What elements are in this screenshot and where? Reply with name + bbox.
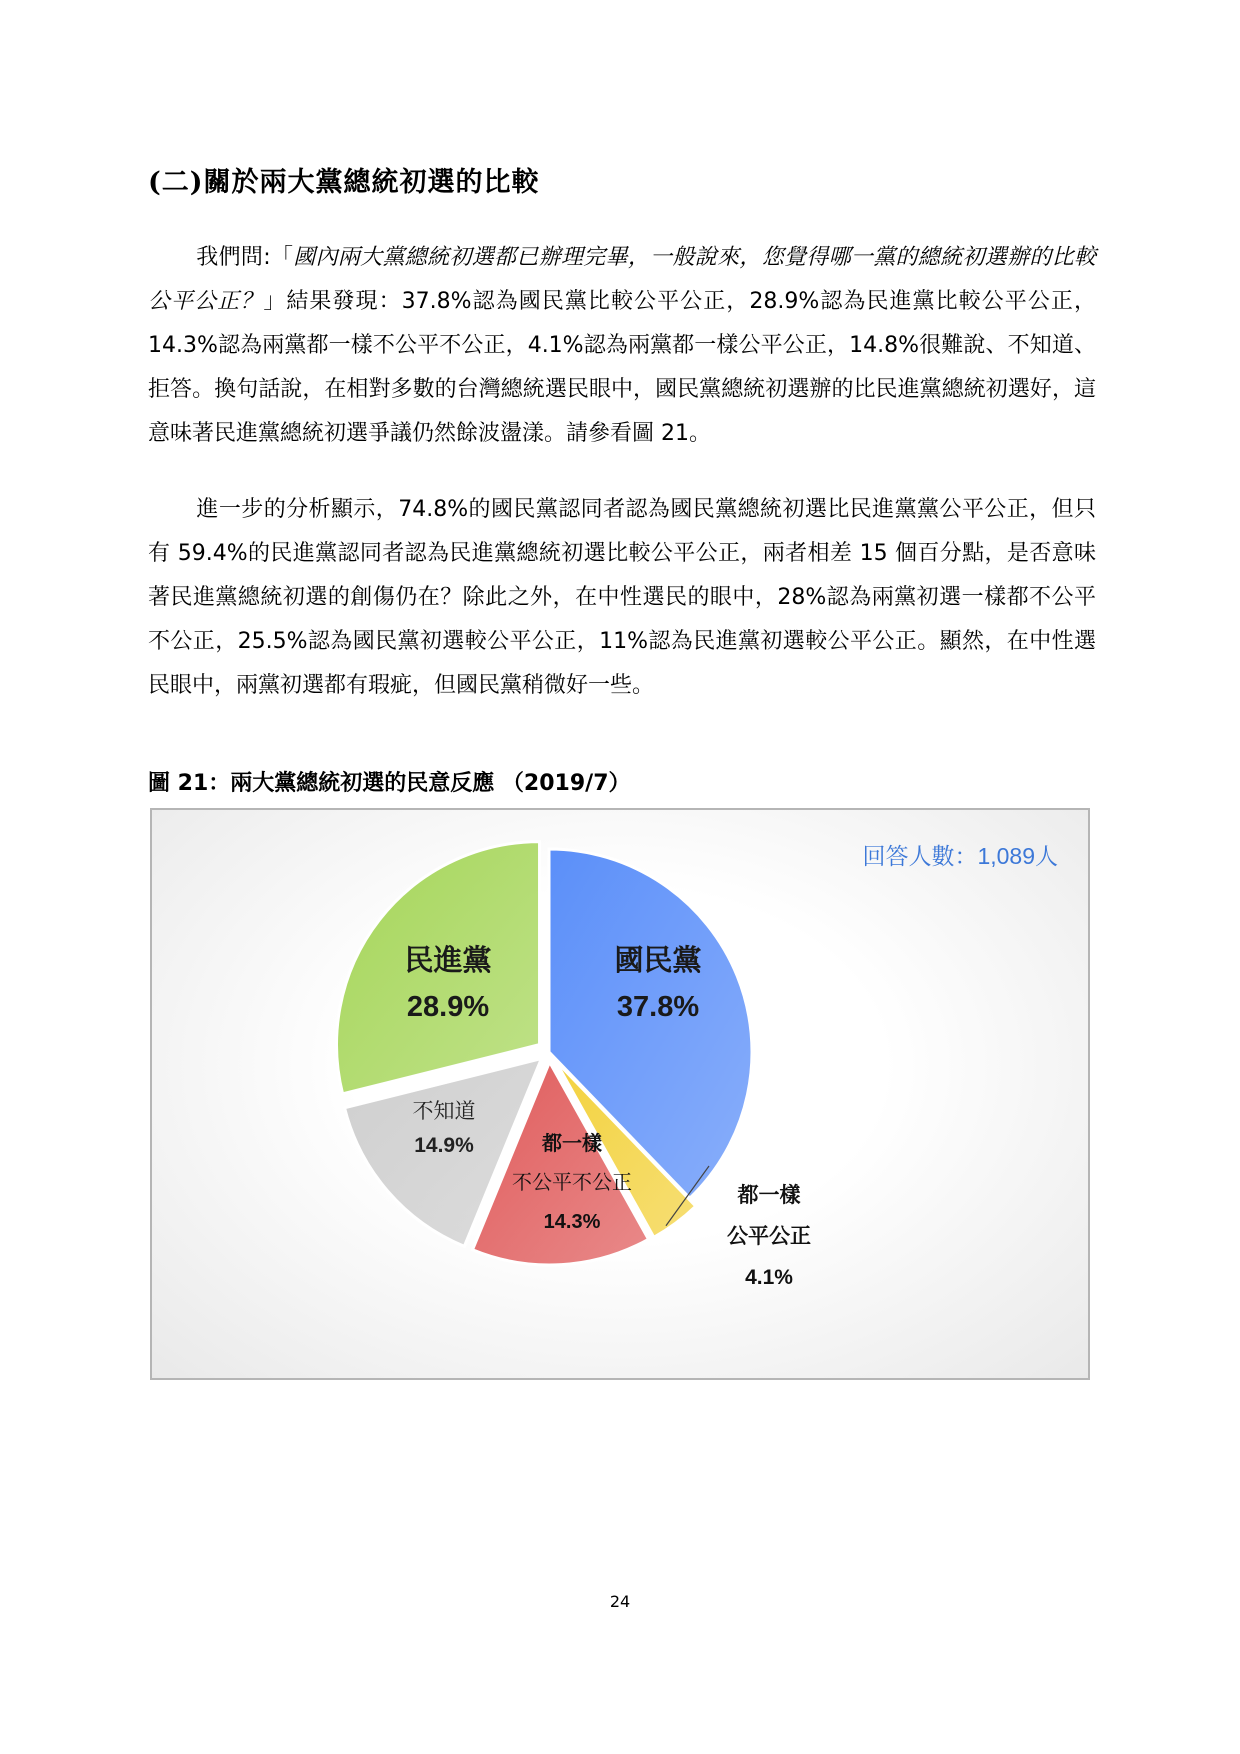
pie-value-label-3: 14.9% — [414, 1134, 474, 1157]
pie-category-label-3: 不知道 — [412, 1100, 476, 1123]
paragraph-1-lead: 我們問:「 — [196, 245, 294, 270]
pie-value-label-0: 37.8% — [616, 991, 700, 1023]
pie-chart-frame — [150, 808, 1090, 1380]
survey-question: 國內兩大黨總統初選都已辦理完畢，一般說來，您覺得哪一黨的總統初選辦的比較公平公正？ — [148, 245, 1096, 314]
paragraph-1 — [148, 236, 1096, 456]
pie-category-label-2: 都一樣 — [542, 1133, 602, 1155]
pie-category-label-2: 不公平不公正 — [512, 1172, 632, 1194]
paragraph-1-body: 」結果發現：37.8%認為國民黨比較公平公正，28.9%認為民進黨比較公平公正，14.3%認為兩黨都一樣不公平不公正，4.1%認為兩黨都一樣公平公正，14.8%很難說、不知道、拒答。換句話說，在相對多數的台灣總統選民眼中，國民黨總統初選辦的比民進黨總統初選好，這意味著民進黨總統初選爭議仍然餘波盪漾。請參看圖 21。 — [148, 289, 1096, 446]
pie-value-label-4: 28.9% — [406, 991, 490, 1023]
page-number: 24 — [609, 1592, 631, 1611]
paragraph-2 — [148, 488, 1096, 708]
pie-chart — [152, 810, 1088, 1378]
pie-category-label-4: 民進黨 — [404, 945, 492, 977]
pie-category-label-0: 國民黨 — [614, 945, 702, 977]
pie-value-label-2: 14.3% — [543, 1211, 601, 1233]
pie-category-label-1: 公平公正 — [727, 1225, 811, 1248]
respondent-count-annotation: 回答人數：1,089人 — [862, 843, 1058, 869]
figure-caption: 圖 21：兩大黨總統初選的民意反應 （2019/7） — [148, 771, 631, 796]
pie-value-label-1: 4.1% — [745, 1266, 793, 1289]
paragraph-2-body: 進一步的分析顯示，74.8%的國民黨認同者認為國民黨總統初選比民進黨黨公平公正，但只有 59.4%的民進黨認同者認為民進黨總統初選比較公平公正，兩者相差 15 個百分點，是否意味著民進黨總統初選的創傷仍在？除此之外，在中性選民的眼中，28%認為兩黨初選一樣都不公平不公正，25.5%認為國民黨初選較公平公正，11%認為民進黨初選較公平公正。顯然，在中性選民眼中，兩黨初選都有瑕疵，但國民黨稍微好一些。 — [148, 497, 1096, 698]
pie-category-label-1: 都一樣 — [737, 1184, 801, 1207]
section-heading: (二)關於兩大黨總統初選的比較 — [148, 167, 540, 198]
